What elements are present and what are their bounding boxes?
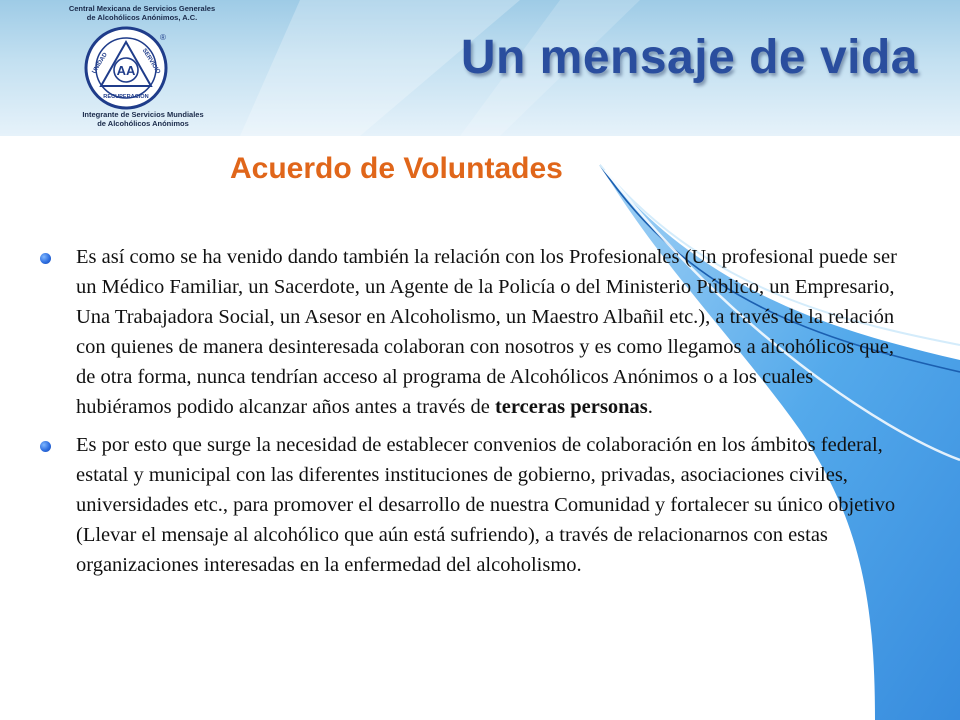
logo-caption-bottom-line1: Integrante de Servicios Mundiales xyxy=(82,110,204,119)
slide-subtitle: Acuerdo de Voluntades xyxy=(230,152,563,185)
logo-caption-bottom-line2: de Alcohólicos Anónimos xyxy=(97,119,189,128)
bullet-item xyxy=(40,242,902,422)
bullet-list xyxy=(40,242,902,588)
bullet-dot-icon xyxy=(40,253,51,264)
bullet-tail-text: . xyxy=(647,396,653,418)
banner-title: Un mensaje de vida xyxy=(460,31,918,84)
logo-word-left: UNIDAD xyxy=(91,51,109,75)
bullet-dot-icon xyxy=(40,441,51,452)
logo-initials: AA xyxy=(116,63,136,78)
logo-word-bottom: RECUPERACION xyxy=(103,94,149,100)
bullet-text: Es así como se ha venido dando también la relación con los Profesionales (Un profesional puede ser un Médico Familiar, un Sacerdote, un Agente de la Policía o del Ministerio Público, un Empresario, Una Trabajadora Social, un Asesor en Alcoholismo, un Maestro Albañil etc.), a través de la relación con quienes de manera desinteresada colaboran con nosotros y es como llegamos a alcohólicos que, de otra forma, nunca tendrían acceso al programa de Alcohólicos Anónimos o a los cuales hubiéramos podido alcanzar años antes a través de xyxy=(76,246,897,418)
bullet-text: Es por esto que surge la necesidad de establecer convenios de colaboración en los ámbitos federal, estatal y municipal con las diferentes instituciones de gobierno, privadas, asociaciones civiles, universidades etc., para promover el desarrollo de nuestra Comunidad y fortalecer su único objetivo (Llevar el mensaje al alcohólico que aún está sufriendo), a través de relacionarnos con estas organizaciones interesadas en la enfermedad del alcoholismo. xyxy=(76,434,896,576)
bullet-item xyxy=(40,430,902,580)
logo-caption-top-line2: de Alcohólicos Anónimos, A.C. xyxy=(86,13,198,22)
logo-caption-top-line1: Central Mexicana de Servicios Generales xyxy=(68,4,216,13)
logo-registered-mark: ® xyxy=(160,33,166,42)
bullet-bold-text: terceras personas xyxy=(494,396,648,418)
logo-word-right: SERVICIO xyxy=(140,47,161,76)
